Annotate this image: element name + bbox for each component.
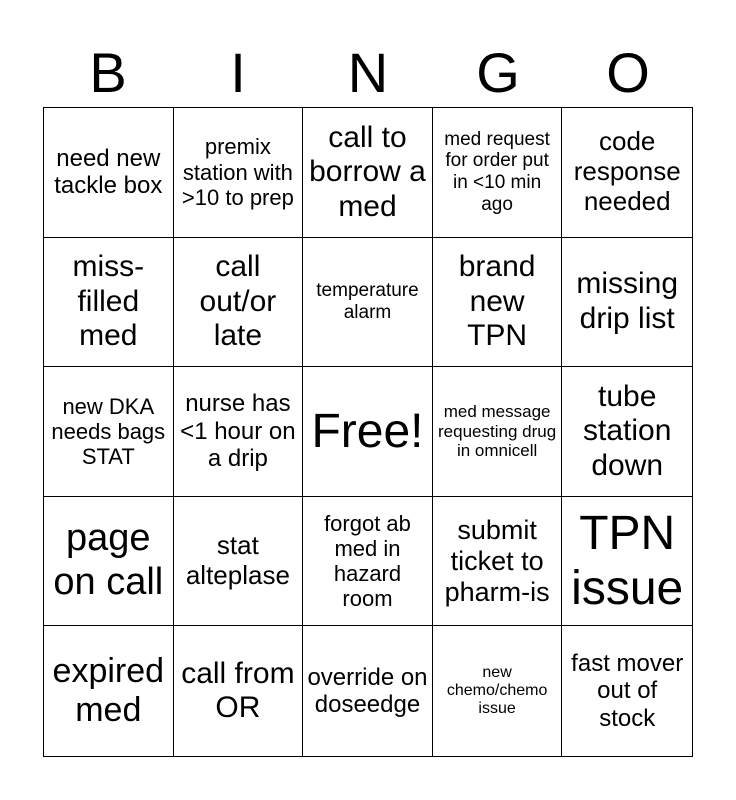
bingo-cell[interactable] xyxy=(44,626,174,756)
bingo-cell[interactable] xyxy=(433,238,563,368)
header-letter-o: O xyxy=(606,41,650,104)
bingo-cell[interactable] xyxy=(562,626,692,756)
bingo-cell[interactable] xyxy=(433,626,563,756)
cell-label: expired med xyxy=(52,652,165,730)
cell-label: nurse has <1 hour on a drip xyxy=(180,390,296,473)
header-letter-g: G xyxy=(476,41,520,104)
bingo-cell[interactable] xyxy=(44,367,174,497)
header-letter-i: I xyxy=(230,41,246,104)
header-letter-b: B xyxy=(89,41,127,104)
cell-label: premix station with >10 to prep xyxy=(181,134,294,210)
bingo-cell[interactable] xyxy=(174,108,304,238)
cell-label: new DKA needs bags STAT xyxy=(51,393,166,470)
bingo-cell[interactable] xyxy=(303,626,433,756)
cell-label: missing drip list xyxy=(576,267,679,335)
cell-label: stat alteplase xyxy=(185,530,290,591)
cell-label: brand new TPN xyxy=(458,250,536,353)
bingo-cell[interactable] xyxy=(303,108,433,238)
bingo-cell[interactable] xyxy=(303,497,433,627)
cell-label: tube station down xyxy=(583,379,672,482)
cell-label: page on call xyxy=(53,517,164,604)
bingo-header xyxy=(43,40,693,106)
cell-label: need new tackle box xyxy=(54,144,163,200)
bingo-cell[interactable] xyxy=(562,367,692,497)
bingo-cell[interactable] xyxy=(562,108,692,238)
bingo-card xyxy=(43,107,693,757)
cell-label: med message requesting drug in omnicell xyxy=(438,402,557,461)
bingo-cell[interactable] xyxy=(562,497,692,627)
bingo-cell[interactable] xyxy=(562,238,692,368)
bingo-cell[interactable] xyxy=(174,238,304,368)
cell-label: call from OR xyxy=(181,656,295,725)
bingo-cell[interactable] xyxy=(433,108,563,238)
bingo-cell[interactable] xyxy=(433,497,563,627)
cell-label: call out/or late xyxy=(199,250,277,353)
cell-label: fast mover out of stock xyxy=(571,649,684,732)
cell-label: temperature alarm xyxy=(316,280,419,323)
cell-label: code response needed xyxy=(573,126,681,217)
bingo-cell[interactable] xyxy=(44,238,174,368)
bingo-cell[interactable] xyxy=(44,497,174,627)
bingo-cell[interactable] xyxy=(174,497,304,627)
header-letter-n: N xyxy=(347,41,389,104)
bingo-cell[interactable] xyxy=(174,626,304,756)
cell-label: submit ticket to pharm-is xyxy=(444,514,550,607)
cell-label: new chemo/chemo issue xyxy=(446,663,548,718)
cell-label: override on doseedge xyxy=(307,663,428,719)
bingo-cell[interactable] xyxy=(44,108,174,238)
cell-label: forgot ab med in hazard room xyxy=(324,510,411,612)
bingo-cell[interactable] xyxy=(433,367,563,497)
cell-label: TPN issue xyxy=(571,506,684,616)
bingo-cell[interactable] xyxy=(174,367,304,497)
cell-label: med request for order put in <10 min ago xyxy=(444,128,550,216)
cell-label: miss-filled med xyxy=(72,250,145,353)
free-space-label: Free! xyxy=(311,404,424,458)
bingo-cell[interactable] xyxy=(303,238,433,368)
free-space-cell[interactable] xyxy=(303,367,433,497)
cell-label: call to borrow a med xyxy=(309,120,426,223)
